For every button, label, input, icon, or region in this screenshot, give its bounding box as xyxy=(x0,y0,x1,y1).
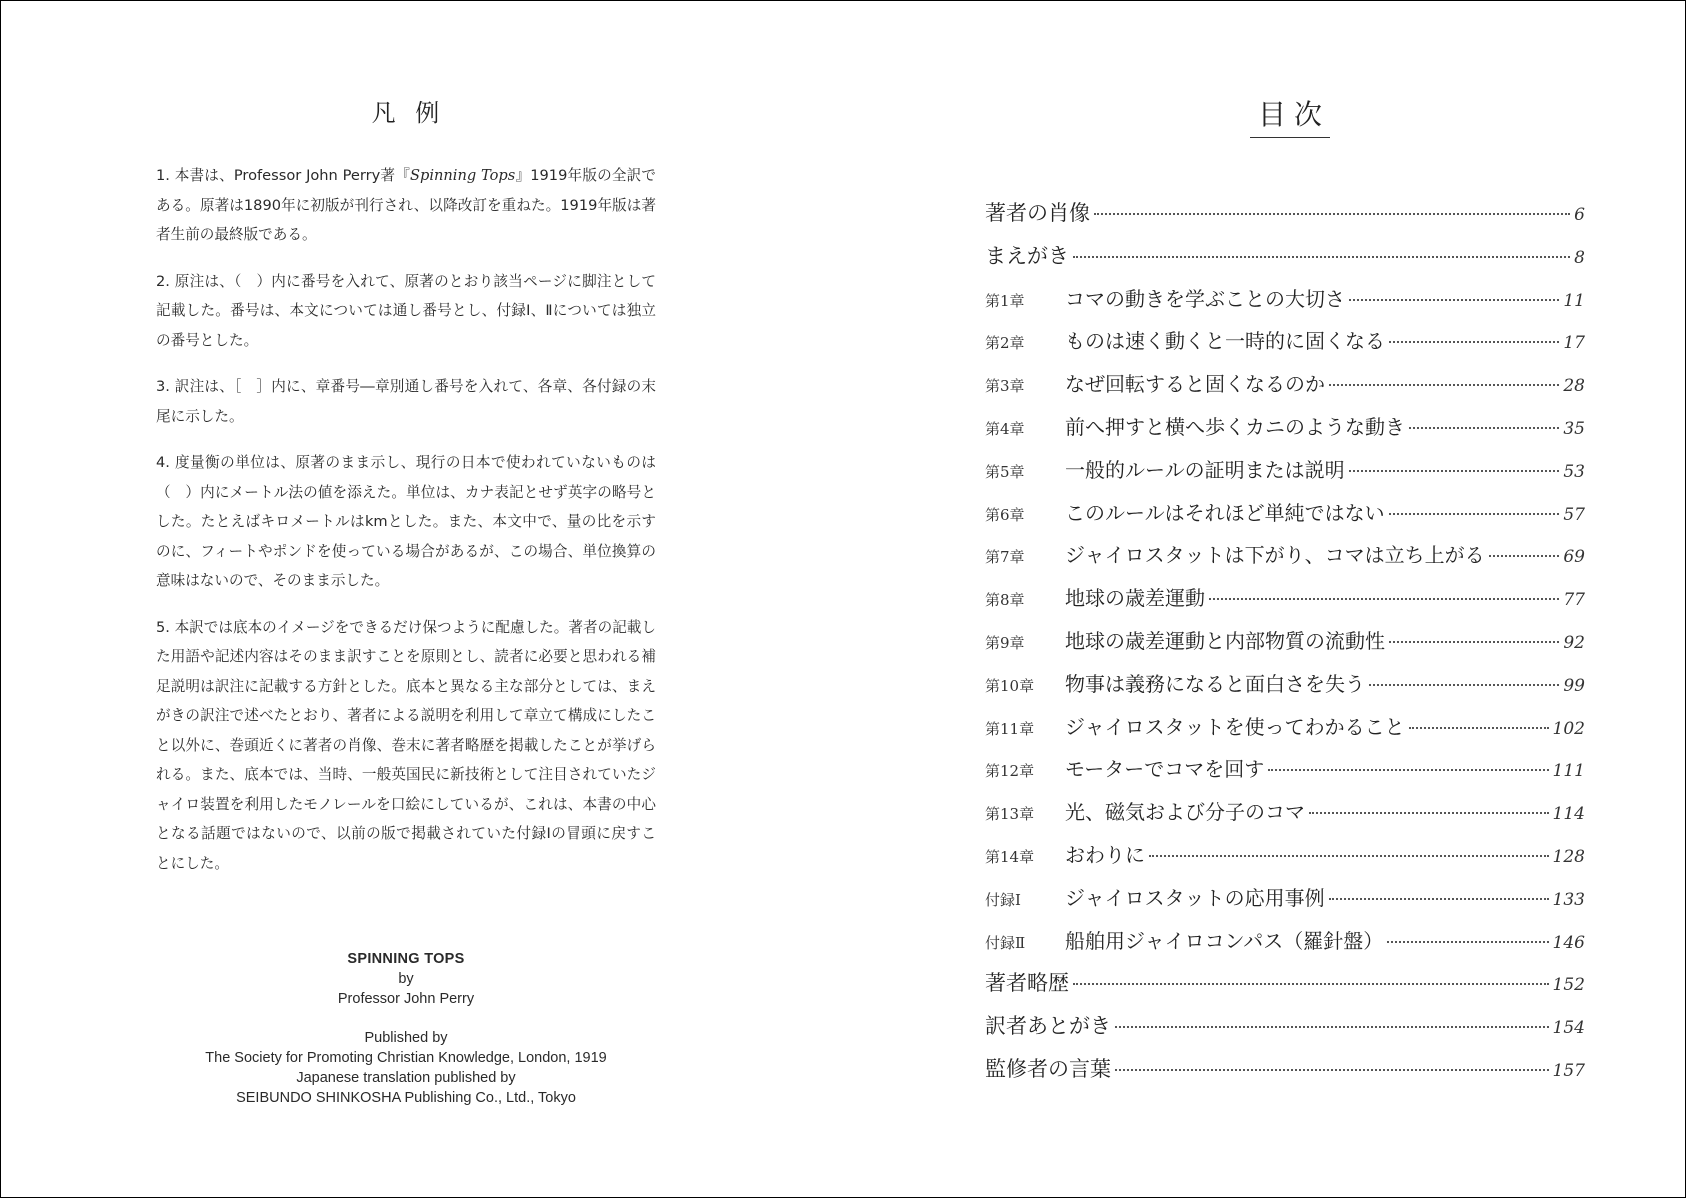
page-title: 凡 例 xyxy=(371,99,446,127)
toc-entry-page: 77 xyxy=(1563,590,1585,611)
toc-entry-label: 第6章 xyxy=(985,505,1025,524)
toc-entry-page: 28 xyxy=(1563,376,1585,397)
toc-entry-page: 152 xyxy=(1552,975,1585,996)
toc-entry-label: 第14章 xyxy=(985,847,1035,866)
toc-entry[interactable] xyxy=(985,925,1585,968)
colophon-author: Professor John Perry xyxy=(337,991,475,1007)
toc-entry-title: 地球の歳差運動と内部物質の流動性 xyxy=(1065,628,1385,653)
toc-leader-dots xyxy=(1409,427,1559,429)
colophon-translation: Japanese translation published by xyxy=(296,1070,516,1086)
toc-entry-page: 69 xyxy=(1563,547,1585,568)
toc-entry-title: おわりに xyxy=(1065,842,1145,867)
toc-entry-title: ジャイロスタットの応用事例 xyxy=(1065,885,1325,910)
toc-entry-label: 第4章 xyxy=(985,419,1025,438)
note-item: 4. 度量衡の単位は、原著のまま示し、現行の日本で使われていないものは（ ）内にメートル法の値を添えた。単位は、カナ表記とせず英字の略号とした。たとえばキロメートルはkmとした。また、本文中で、量の比を示すのに、フィートやポンドを使っている場合があるが、この場合、単位換算の意味はないので、そのまま示した。 xyxy=(156,454,656,589)
toc-entry-label: 第13章 xyxy=(985,805,1035,824)
toc-entry-page: 133 xyxy=(1552,889,1585,910)
toc-leader-dots xyxy=(1329,384,1559,386)
toc-leader-dots xyxy=(1369,684,1559,686)
toc-entry-label: 第5章 xyxy=(985,462,1025,481)
toc-leader-dots xyxy=(1268,769,1548,771)
toc-entry-page: 102 xyxy=(1552,718,1585,739)
toc-entry-label: 第7章 xyxy=(985,548,1025,567)
toc-entry[interactable] xyxy=(985,839,1585,882)
toc-entry[interactable] xyxy=(985,368,1585,411)
colophon-publisher: The Society for Promoting Christian Knowledge, London, 1919 xyxy=(205,1050,607,1066)
toc-entry[interactable] xyxy=(985,711,1585,754)
toc-leader-dots xyxy=(1209,598,1559,600)
toc-leader-dots xyxy=(1115,1026,1549,1028)
toc-entry-label: 第2章 xyxy=(985,334,1025,353)
toc-entry-label: 第9章 xyxy=(985,633,1025,652)
toc-entry-title: ジャイロスタットは下がり、コマは立ち上がる xyxy=(1065,543,1485,568)
toc-entry-title: 物事は義務になると面白さを失う xyxy=(1065,671,1365,696)
toc-entry-title: ジャイロスタットを使ってわかること xyxy=(1065,714,1405,739)
toc-entry-label: 第1章 xyxy=(985,291,1025,310)
toc-entry-label: 第12章 xyxy=(985,762,1035,781)
toc-entry-title: 著者略歴 xyxy=(985,971,1069,996)
notes-list xyxy=(156,161,656,895)
toc-entry[interactable] xyxy=(985,454,1585,497)
toc-entry-page: 8 xyxy=(1574,247,1585,268)
colophon-book-title: SPINNING TOPS xyxy=(347,951,465,967)
toc-leader-dots xyxy=(1115,1069,1549,1071)
toc-entry[interactable] xyxy=(985,1010,1585,1053)
toc-entry[interactable] xyxy=(985,197,1585,240)
toc-entry-title: 訳者あとがき xyxy=(985,1014,1111,1039)
note-item: 3. 訳注は、［ ］内に、章番号―章別通し番号を入れて、各章、各付録の末尾に示した。 xyxy=(156,378,656,425)
toc-leader-dots xyxy=(1389,341,1559,343)
toc-leader-dots xyxy=(1349,299,1559,301)
toc-entry[interactable] xyxy=(985,325,1585,368)
toc-entry[interactable] xyxy=(985,240,1585,283)
toc-entry-title: 一般的ルールの証明または説明 xyxy=(1065,457,1345,482)
toc-entry-title: 光、磁気および分子のコマ xyxy=(1065,800,1305,825)
toc-leader-dots xyxy=(1073,983,1549,985)
toc-entry-label: 第11章 xyxy=(985,719,1035,738)
toc-entry-title: 前へ押すと横へ歩くカニのような動き xyxy=(1065,414,1405,439)
toc-entry-page: 146 xyxy=(1552,932,1585,953)
toc-entry-title: なぜ回転すると固くなるのか xyxy=(1065,372,1325,397)
toc-entry[interactable] xyxy=(985,1053,1585,1096)
colophon xyxy=(141,949,671,1108)
toc-entry[interactable] xyxy=(985,283,1585,326)
toc-entry-page: 6 xyxy=(1574,205,1585,225)
toc-entry[interactable] xyxy=(985,796,1585,839)
toc-leader-dots xyxy=(1094,213,1570,215)
toc-leader-dots xyxy=(1387,941,1548,943)
toc-entry[interactable] xyxy=(985,411,1585,454)
toc-entry-title: 監修者の言葉 xyxy=(985,1056,1111,1081)
toc-entry-page: 53 xyxy=(1563,461,1585,482)
toc-entry-title: コマの動きを学ぶことの大切さ xyxy=(1065,286,1345,311)
toc-leader-dots xyxy=(1409,727,1549,729)
toc-entry-page: 111 xyxy=(1552,761,1585,782)
toc-entry[interactable] xyxy=(985,668,1585,711)
toc-entry-page: 92 xyxy=(1563,632,1585,653)
toc-entry-title: 著者の肖像 xyxy=(985,201,1090,225)
toc-entry-page: 17 xyxy=(1563,333,1585,354)
toc-entry[interactable] xyxy=(985,539,1585,582)
toc-leader-dots xyxy=(1073,256,1570,258)
toc-entry-page: 57 xyxy=(1563,504,1585,525)
toc-entry-page: 128 xyxy=(1552,846,1585,867)
toc-leader-dots xyxy=(1489,555,1560,557)
right-page-contents xyxy=(845,1,1687,1199)
toc-entry-page: 35 xyxy=(1563,418,1585,439)
toc-entry-label: 第10章 xyxy=(985,676,1035,695)
toc-entry-page: 99 xyxy=(1563,675,1585,696)
toc-entry-title: 船舶用ジャイロコンパス（羅針盤） xyxy=(1065,928,1384,953)
toc-entry[interactable] xyxy=(985,582,1585,625)
toc-entry-label: 第8章 xyxy=(985,591,1025,610)
colophon-by: by xyxy=(398,971,414,987)
toc-heading xyxy=(1250,93,1330,138)
toc-entry-title: 地球の歳差運動 xyxy=(1065,586,1205,611)
toc-entry-label: 第3章 xyxy=(985,377,1025,396)
page-title: 目次 xyxy=(1250,93,1330,138)
toc-entry-page: 157 xyxy=(1552,1060,1585,1081)
toc-entry-label: 付録Ⅰ xyxy=(985,890,1021,909)
toc-leader-dots xyxy=(1389,513,1560,515)
note-item: 5. 本訳では底本のイメージをできるだけ保つように配慮した。著者の記載した用語や記述内容はそのまま訳すことを原則とし、読者に必要と思われる補足説明は訳注に記載する方針とした。底本と異なる主な部分としては、まえがきの訳注で述べたとおり、著者による説明を利用して章立て構成にしたこと以外に、巻頭近くに著者の肖像、巻末に著者略歴を掲載したことが挙げられる。また、底本では、当時、一般英国民に新技術として注目されていたジャイロ装置を利用したモノレールを口絵にしているが、これは、本書の中心となる話題ではないので、以前の版で掲載されていた付録Ⅰの冒頭に戻すことにした。 xyxy=(156,618,656,872)
toc-entry-page: 11 xyxy=(1563,290,1585,311)
colophon-published-by: Published by xyxy=(364,1030,448,1046)
left-page-explanatory-notes xyxy=(1,1,845,1199)
toc-leader-dots xyxy=(1329,898,1549,900)
toc-entry[interactable] xyxy=(985,497,1585,540)
toc-entry-title: このルールはそれほど単純ではない xyxy=(1065,500,1385,525)
toc-leader-dots xyxy=(1389,641,1559,643)
toc-entry-page: 114 xyxy=(1552,804,1585,825)
note-item: 1. 本書は、Professor John Perry著『Spinning Tops』1919年版の全訳である。原著は1890年に初版が刊行され、以降改訂を重ねた。1919年版は著者生前の最終版である。 xyxy=(156,167,657,243)
toc-entry-title: まえがき xyxy=(985,243,1069,268)
toc-entry[interactable] xyxy=(985,882,1585,925)
note-item: 2. 原注は、（ ）内に番号を入れて、原著のとおり該当ページに脚注として記載した。番号は、本文については通し番号とし、付録Ⅰ、Ⅱについては独立の番号とした。 xyxy=(156,272,656,349)
colophon-translation-publisher: SEIBUNDO SHINKOSHA Publishing Co., Ltd., Tokyo xyxy=(236,1090,576,1106)
toc-entry-title: ものは速く動くと一時的に固くなる xyxy=(1065,329,1385,354)
toc-entry-title: モーターでコマを回す xyxy=(1065,757,1265,782)
toc-entry-page: 154 xyxy=(1552,1018,1585,1039)
toc-entry[interactable] xyxy=(985,967,1585,1010)
table-of-contents xyxy=(985,197,1585,1096)
toc-leader-dots xyxy=(1149,855,1549,857)
toc-leader-dots xyxy=(1349,470,1560,472)
toc-leader-dots xyxy=(1309,812,1549,814)
toc-entry[interactable] xyxy=(985,753,1585,796)
toc-entry[interactable] xyxy=(985,625,1585,668)
toc-entry-label: 付録Ⅱ xyxy=(985,933,1026,952)
